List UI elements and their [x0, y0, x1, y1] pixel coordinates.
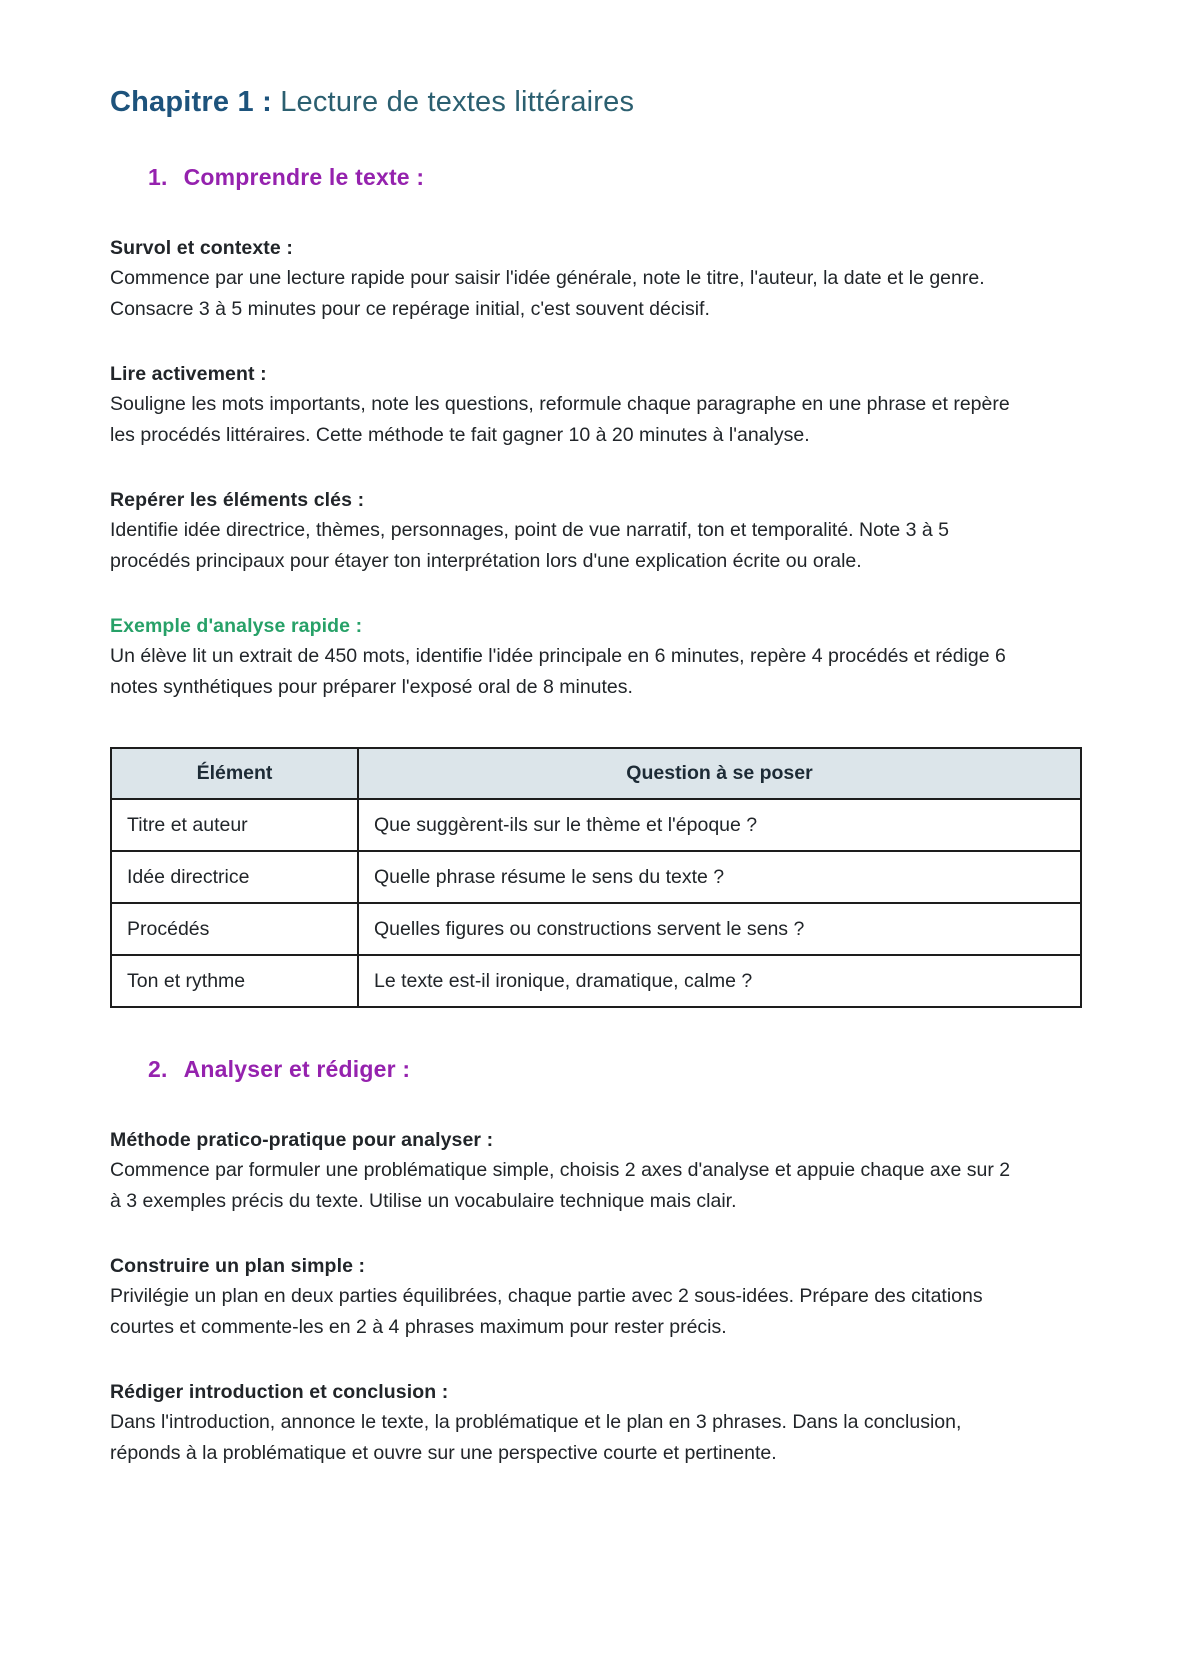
block-heading: Méthode pratico-pratique pour analyser : — [110, 1129, 494, 1151]
block-paragraph: Dans l'introduction, annonce le texte, la problématique et le plan en 3 phrases. Dans la conclusion, réponds à la problématique et ouvre sur une perspective courte et pertinente. — [110, 1411, 962, 1464]
block-heading: Lire activement : — [110, 363, 267, 385]
table-cell-element: Procédés — [111, 903, 358, 955]
element-question-table — [110, 747, 1082, 1008]
table-row — [111, 903, 1081, 955]
block-heading: Repérer les éléments clés : — [110, 489, 365, 511]
chapter-subtitle: Lecture de textes littéraires — [280, 86, 635, 118]
block-paragraph: Identifie idée directrice, thèmes, personnages, point de vue narratif, ton et temporalité. Note 3 à 5 procédés principaux pour étayer ton interprétation lors d'une explication écrite ou orale. — [110, 519, 949, 572]
block-reperer-elements-cles — [110, 485, 1088, 577]
table-cell-element: Titre et auteur — [111, 799, 358, 851]
table-cell-element: Idée directrice — [111, 851, 358, 903]
section-1-body — [110, 233, 1088, 1008]
section-1-title: Comprendre le texte : — [183, 164, 425, 190]
table-cell-element: Ton et rythme — [111, 955, 358, 1007]
section-2-heading — [148, 1054, 1088, 1084]
block-paragraph: Commence par formuler une problématique simple, choisis 2 axes d'analyse et appuie chaque axe sur 2 à 3 exemples précis du texte. Utilise un vocabulaire technique mais clair. — [110, 1159, 1011, 1212]
block-construire-plan-simple — [110, 1251, 1088, 1343]
section-2-body — [110, 1125, 1088, 1469]
block-heading-example: Exemple d'analyse rapide : — [110, 615, 363, 637]
table-header-row — [111, 748, 1081, 799]
table-header-element: Élément — [111, 748, 358, 799]
block-paragraph: Commence par une lecture rapide pour saisir l'idée générale, note le titre, l'auteur, la date et le genre. Consacre 3 à 5 minutes pour ce repérage initial, c'est souvent décisif. — [110, 267, 985, 320]
block-paragraph: Un élève lit un extrait de 450 mots, identifie l'idée principale en 6 minutes, repère 4 procédés et rédige 6 notes synthétiques pour préparer l'exposé oral de 8 minutes. — [110, 645, 1006, 698]
table-row — [111, 851, 1081, 903]
block-heading: Construire un plan simple : — [110, 1255, 366, 1277]
block-survol-et-contexte — [110, 233, 1088, 325]
chapter-label: Chapitre 1 : — [110, 86, 272, 118]
section-comprendre-le-texte — [110, 162, 1088, 1008]
block-heading: Survol et contexte : — [110, 237, 293, 259]
page-title — [110, 84, 1088, 120]
table-header — [111, 748, 1081, 799]
section-analyser-et-rediger — [110, 1054, 1088, 1469]
section-1-heading — [148, 162, 1088, 192]
section-2-title: Analyser et rédiger : — [183, 1056, 411, 1082]
table-cell-question: Quelle phrase résume le sens du texte ? — [358, 851, 1081, 903]
block-rediger-intro-conclusion — [110, 1377, 1088, 1469]
block-exemple-analyse-rapide — [110, 611, 1088, 703]
block-methode-pratico-pratique — [110, 1125, 1088, 1217]
table-row — [111, 799, 1081, 851]
table-header-question: Question à se poser — [358, 748, 1081, 799]
block-lire-activement — [110, 359, 1088, 451]
block-heading: Rédiger introduction et conclusion : — [110, 1381, 449, 1403]
table-row — [111, 955, 1081, 1007]
table-cell-question: Quelles figures ou constructions servent le sens ? — [358, 903, 1081, 955]
table-body — [111, 799, 1081, 1007]
block-paragraph: Privilégie un plan en deux parties équilibrées, chaque partie avec 2 sous-idées. Prépare des citations courtes et commente-les en 2 à 4 phrases maximum pour rester précis. — [110, 1285, 983, 1338]
table-cell-question: Que suggèrent-ils sur le thème et l'époque ? — [358, 799, 1081, 851]
block-paragraph: Souligne les mots importants, note les questions, reformule chaque paragraphe en une phrase et repère les procédés littéraires. Cette méthode te fait gagner 10 à 20 minutes à l'analyse. — [110, 393, 1010, 446]
table-cell-question: Le texte est-il ironique, dramatique, calme ? — [358, 955, 1081, 1007]
section-2-number: 2. — [148, 1056, 168, 1082]
section-1-number: 1. — [148, 164, 168, 190]
